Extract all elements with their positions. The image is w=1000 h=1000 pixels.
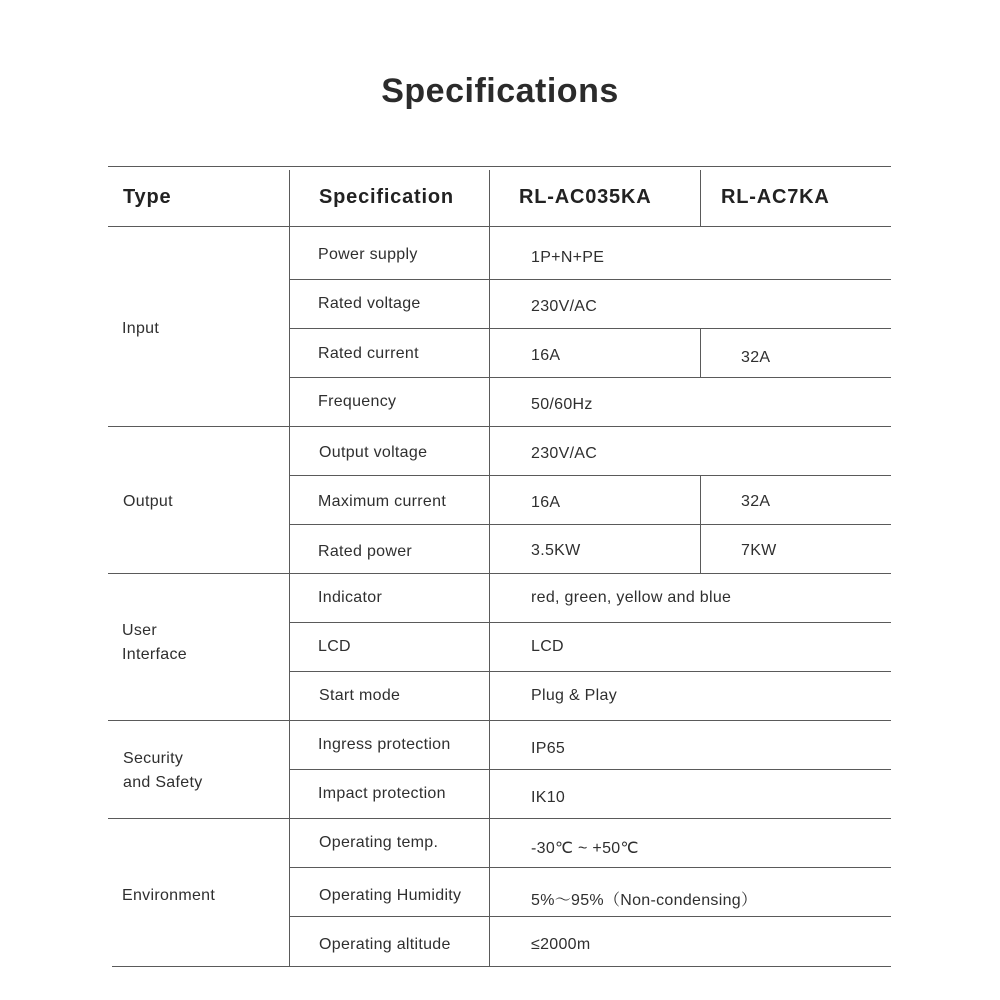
header-specification: Specification — [319, 186, 454, 208]
value-output-voltage: 230V/AC — [531, 445, 598, 462]
value-start-mode: Plug & Play — [531, 687, 618, 704]
page-title: Specifications — [381, 72, 619, 110]
group-divider — [108, 426, 891, 427]
value-ingress-protection: IP65 — [531, 740, 566, 757]
row-divider — [290, 328, 891, 329]
group-security-line2: and Safety — [123, 774, 203, 791]
header-model-rl-ac035ka: RL-AC035KA — [519, 186, 652, 208]
spec-frequency: Frequency — [318, 393, 397, 410]
value-maximum-current-b: 32A — [741, 493, 771, 510]
spec-rated-power: Rated power — [318, 543, 413, 560]
spec-ingress-protection: Ingress protection — [318, 736, 451, 753]
spec-operating-temp: Operating temp. — [319, 834, 439, 851]
spec-maximum-current: Maximum current — [318, 493, 447, 510]
group-output: Output — [123, 493, 173, 510]
group-divider — [108, 818, 891, 819]
group-security-safety — [123, 747, 203, 795]
value-rated-current-b: 32A — [741, 349, 771, 366]
row-divider — [290, 622, 891, 623]
spec-rated-voltage: Rated voltage — [318, 295, 421, 312]
header-type: Type — [123, 186, 172, 208]
value-power-supply: 1P+N+PE — [531, 249, 605, 266]
row-divider — [290, 377, 891, 378]
group-user-interface — [122, 619, 187, 667]
spec-operating-altitude: Operating altitude — [319, 936, 451, 953]
value-lcd: LCD — [531, 638, 564, 655]
spec-column-divider — [489, 170, 490, 966]
spec-impact-protection: Impact protection — [318, 785, 446, 802]
value-operating-humidity: 5%～95%（Non-condensing） — [531, 892, 758, 909]
spec-indicator: Indicator — [318, 589, 383, 606]
model-column-divider — [700, 328, 701, 377]
row-divider — [290, 671, 891, 672]
spec-power-supply: Power supply — [318, 246, 418, 263]
model-column-divider — [700, 475, 701, 573]
group-user-interface-line2: Interface — [122, 646, 187, 663]
header-model-rl-ac7ka: RL-AC7KA — [721, 186, 830, 208]
value-rated-voltage: 230V/AC — [531, 298, 598, 315]
row-divider — [290, 524, 891, 525]
value-indicator: red, green, yellow and blue — [531, 589, 732, 606]
value-operating-temp: -30℃ ~ +50℃ — [531, 840, 639, 857]
value-rated-current-a: 16A — [531, 347, 561, 364]
group-environment: Environment — [122, 887, 216, 904]
group-user-interface-line1: User — [122, 622, 157, 639]
type-column-divider — [289, 170, 290, 966]
model-column-divider — [700, 170, 701, 226]
row-divider — [290, 916, 891, 917]
value-maximum-current-a: 16A — [531, 494, 561, 511]
value-frequency: 50/60Hz — [531, 396, 593, 413]
group-security-line1: Security — [123, 750, 184, 767]
value-rated-power-a: 3.5KW — [531, 542, 581, 559]
value-impact-protection: IK10 — [531, 789, 566, 806]
row-divider — [290, 475, 891, 476]
table-top-border — [108, 166, 891, 167]
spec-lcd: LCD — [318, 638, 351, 655]
group-input: Input — [122, 320, 160, 337]
value-rated-power-b: 7KW — [741, 542, 777, 559]
spec-start-mode: Start mode — [319, 687, 401, 704]
row-divider — [290, 867, 891, 868]
row-divider — [290, 769, 891, 770]
spec-operating-humidity: Operating Humidity — [319, 887, 462, 904]
table-bottom-border — [112, 966, 891, 967]
row-divider — [290, 279, 891, 280]
spec-output-voltage: Output voltage — [319, 444, 428, 461]
group-divider — [108, 573, 891, 574]
spec-rated-current: Rated current — [318, 345, 419, 362]
value-operating-altitude: ≤2000m — [531, 936, 591, 953]
header-bottom-border — [108, 226, 891, 227]
group-divider — [108, 720, 891, 721]
